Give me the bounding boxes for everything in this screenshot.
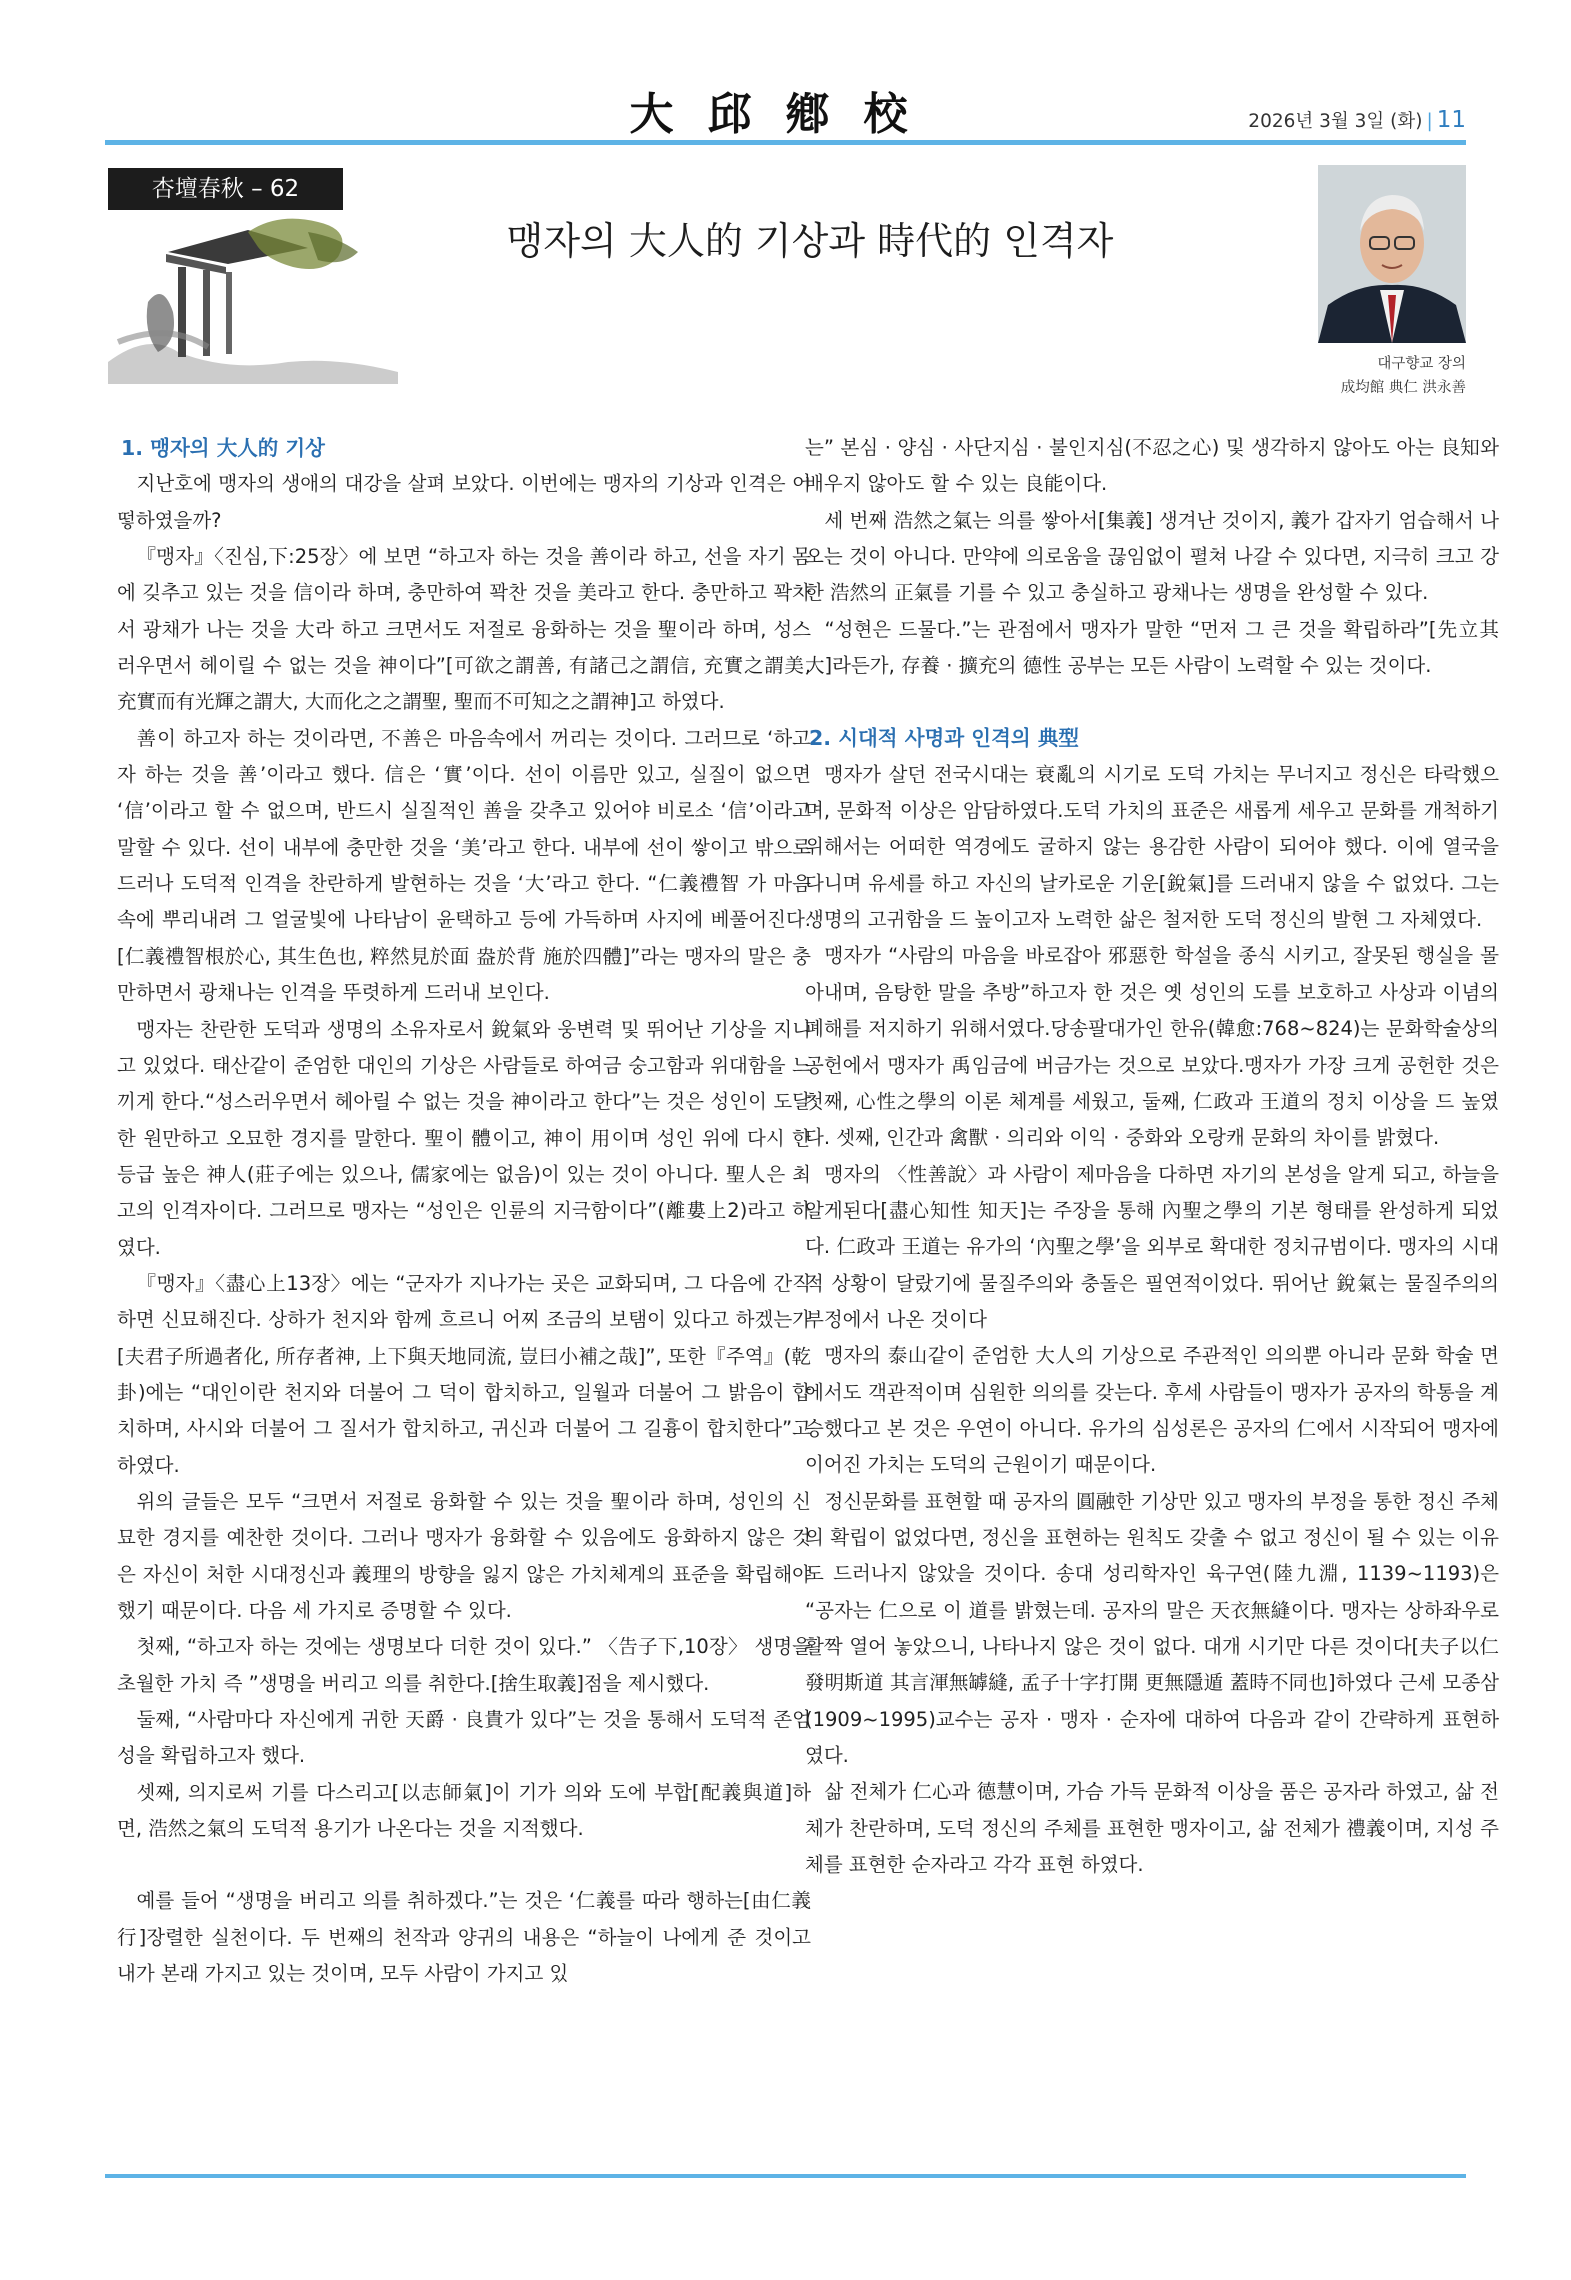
body-paragraph: 맹자의 〈性善說〉과 사람이 제마음을 다하면 자기의 본성을 알게 되고, 하늘을 알게된다[盡心知性 知天]는 주장을 통해 內聖之學의 기본 형태를 완성하게 되었다. 仁政과 王道는 유가의 ‘內聖之學’을 외부로 확대한 정치규범이다. 맹자의 시대적 상황이 달랐기에 물질주의와 충돌은 필연적이었다. 뛰어난 銳氣는 물질주의의 부정에서 나온 것이다 [805, 1162, 1499, 1331]
section-heading-1: 1. 맹자의 大人的 기상 [121, 436, 325, 460]
body-paragraph: “성현은 드물다.”는 관점에서 맹자가 말한 “먼저 그 큰 것을 확립하라”[先立其大]라든가, 存養 · 擴充의 德性 공부는 모든 사람이 노력할 수 있는 것이다. [805, 617, 1499, 678]
bottom-rule [105, 2174, 1466, 2178]
author-credit [1341, 352, 1466, 400]
body-paragraph: 맹자의 泰山같이 준엄한 大人의 기상으로 주관적인 의의뿐 아니라 문화 학술 면에서도 객관적이며 심원한 의의를 갖는다. 후세 사람들이 맹자가 공자의 학통을 계승했다고 본 것은 우연이 아니다. 유가의 심성론은 공자의 仁에서 시작되어 맹자에 이어진 가치는 도덕의 근원이기 때문이다. [805, 1344, 1499, 1477]
body-paragraph: 예를 들어 “생명을 버리고 의를 취하겠다.”는 것은 ‘仁義를 따라 행하는[由仁義行]장렬한 실천이다. 두 번째의 천작과 양귀의 내용은 “하늘이 나에게 준 것이고 내가 본래 가지고 있는 것이며, 모두 사람이 가지고 있 [117, 1889, 811, 1986]
author-affiliation: 대구향교 장의 [1377, 356, 1466, 372]
section-heading-2: 2. 시대적 사명과 인격의 典型 [809, 726, 1079, 751]
body-paragraph: 세 번째 浩然之氣는 의를 쌓아서[集義] 생겨난 것이지, 義가 갑자기 엄습해서 나오는 것이 아니다. 만약에 의로움을 끊임없이 펼쳐 나갈 수 있다면, 지극히 크고 강한 浩然의 正氣를 기를 수 있고 충실하고 광채나는 생명을 완성할 수 있다. [805, 508, 1499, 605]
masthead-title: 大邱鄕校 [629, 89, 942, 140]
right-column [805, 430, 1499, 1883]
top-rule [105, 140, 1466, 145]
body-paragraph: 셋째, 의지로써 기를 다스리고[以志師氣]이 기가 의와 도에 부합[配義與道]하면, 浩然之氣의 도덕적 용기가 나온다는 것을 지적했다. [117, 1780, 811, 1841]
paragraph-gap [805, 684, 1499, 720]
separator-bar: | [1426, 111, 1433, 132]
body-paragraph: 『맹자』〈진심,下:25장〉에 보면 “하고자 하는 것을 善이라 하고, 선을 자기 몸에 깆추고 있는 것을 信이라 하며, 충만하여 꽉찬 것을 美라고 한다. 충만하고 꽉차서 광채가 나는 것을 大라 하고 크면서도 저절로 융화하는 것을 聖이라 하며, 성스러우면서 헤이릴 수 없는 것을 神이다”[可欲之謂善, 有諸己之謂信, 充實之謂美, 充實而有光輝之謂大, 大而化之之謂聖, 聖而不可知之之謂神]고 하였다. [117, 545, 811, 714]
series-badge: 杏壇春秋 – 62 [108, 168, 343, 210]
pavilion-ink-illustration [108, 212, 398, 384]
body-paragraph: 맹자는 찬란한 도덕과 생명의 소유자로서 銳氣와 웅변력 및 뛰어난 기상을 지니고 있었다. 태산같이 준엄한 대인의 기상은 사람들로 하여금 숭고함과 위대함을 느끼게 한다.“성스러우면서 헤아릴 수 없는 것을 神이라고 한다”는 것은 성인이 도달한 원만하고 오묘한 경지를 말한다. 聖이 體이고, 神이 用이며 성인 위에 다시 한 등급 높은 神人(莊子에는 있으나, 儒家에는 없음)이 있는 것이 아니다. 聖人은 최고의 인격자이다. 그러므로 맹자는 “성인은 인륜의 지극함이다”(離婁上2)라고 하였다. [117, 1017, 811, 1259]
body-paragraph: 『맹자』〈盡心上13장〉에는 “군자가 지나가는 곳은 교화되며, 그 다음에 간직하면 신묘해진다. 상하가 천지와 함께 흐르니 어찌 조금의 보탬이 있다고 하겠는가[夫君子所過者化, 所存者神, 上下與天地同流, 豈曰小補之哉]”, 또한『주역』(乾卦)에는 “대인이란 천지와 더불어 그 덕이 합치하고, 일월과 더불어 그 밝음이 합치하며, 사시와 더불어 그 질서가 합치하고, 귀신과 더불어 그 길흉이 합치한다”고 하였다. [117, 1271, 811, 1477]
paragraph-gap [117, 1847, 811, 1883]
body-paragraph: 첫째, “하고자 하는 것에는 생명보다 더한 것이 있다.” 〈告子下,10장〉 생명을 초월한 가치 즉 ”생명을 버리고 의를 취한다.[捨生取義]점을 제시했다. [117, 1635, 811, 1695]
body-paragraph: 는” 본심 · 양심 · 사단지심 · 불인지심(不忍之心) 및 생각하지 않아도 아는 良知와 배우지 않아도 할 수 있는 良能이다. [805, 436, 1499, 496]
body-paragraph: 위의 글들은 모두 “크면서 저절로 융화할 수 있는 것을 聖이라 하며, 성인의 신묘한 경지를 예찬한 것이다. 그러나 맹자가 융화할 수 있음에도 융화하지 않은 것은 자신이 처한 시대정신과 義理의 방향을 잃지 않은 가치체계의 표준을 확립해야 했기 때문이다. 다음 세 가지로 증명할 수 있다. [117, 1489, 811, 1622]
body-paragraph: 삶 전체가 仁心과 德慧이며, 가슴 가득 문화적 이상을 품은 공자라 하였고, 삶 전체가 찬란하며, 도덕 정신의 주체를 표현한 맹자이고, 삶 전체가 禮義이며, 지성 주체를 표현한 순자라고 각각 표현 하였다. [805, 1780, 1499, 1877]
body-paragraph: 지난호에 맹자의 생애의 대강을 살펴 보았다. 이번에는 맹자의 기상과 인격은 어떻하였을까? [117, 472, 811, 532]
article-title: 맹자의 大人的 기상과 時代的 인격자 [506, 219, 1114, 263]
body-paragraph: 맹자가 살던 전국시대는 衰亂의 시기로 도덕 가치는 무너지고 정신은 타락했으며, 문화적 이상은 암담하였다.도덕 가치의 표준은 새롭게 세우고 문화를 개척하기 위해서는 어떠한 역경에도 굴하지 않는 용감한 사람이 되어야 했다. 이에 열국을 다니며 유세를 하고 자신의 날카로운 기운[銳氣]를 드러내지 않을 수 없었다. 그는 생명의 고귀함을 드 높이고자 노력한 삶은 철저한 도덕 정신의 발현 그 자체였다. [805, 762, 1499, 932]
author-name: 成均館 典仁 洪永善 [1340, 380, 1466, 396]
left-column [117, 430, 811, 1992]
body-paragraph: 맹자가 “사람의 마음을 바로잡아 邪惡한 학설을 종식 시키고, 잘못된 행실을 몰아내며, 음탕한 말을 추방”하고자 한 것은 옛 성인의 도를 보호하고 사상과 이념의 폐해를 저지하기 위해서였다.당송팔대가인 한유(韓愈:768~824)는 문화학술상의 공헌에서 맹자가 禹임금에 버금가는 것으로 보았다.맹자가 가장 크게 공헌한 것은 첫째, 心性之學의 이론 체계를 세웠고, 둘째, 仁政과 王道의 정치 이상을 드 높였다. 셋째, 인간과 禽獸 · 의리와 이익 · 중화와 오랑캐 문화의 차이를 밝혔다. [805, 944, 1499, 1150]
body-paragraph: 善이 하고자 하는 것이라면, 不善은 마음속에서 꺼리는 것이다. 그러므로 ‘하고자 하는 것을 善’이라고 했다. 信은 ‘實’이다. 선이 이름만 있고, 실질이 없으면 ‘信’이라고 할 수 없으며, 반드시 실질적인 善을 갖추고 있어야 비로소 ‘信’이라고 말할 수 있다. 선이 내부에 충만한 것을 ‘美’라고 한다. 내부에 선이 쌓이고 밖으로 드러나 도덕적 인격을 찬란하게 발현하는 것을 ‘大’라고 한다. “仁義禮智 가 마음속에 뿌리내려 그 얼굴빛에 나타남이 윤택하고 등에 가득하며 사지에 베풀어진다.[仁義禮智根於心, 其生色也, 粹然見於面 盎於背 施於四體]”라는 맹자의 말은 충만하면서 광채나는 인격을 뚜렷하게 드러내 보인다. [117, 726, 811, 1005]
body-paragraph: 둘째, “사람마다 자신에게 귀한 天爵 · 良貴가 있다”는 것을 통해서 도덕적 존엄성을 확립하고자 했다. [117, 1708, 811, 1768]
page-number: 11 [1436, 107, 1466, 133]
issue-date: 2026년 3월 3일 (화) [1248, 111, 1423, 132]
author-portrait [1318, 165, 1466, 343]
body-paragraph: 정신문화를 표현할 때 공자의 圓融한 기상만 있고 맹자의 부정을 통한 정신 주체의 확립이 없었다면, 정신을 표현하는 원칙도 갖출 수 없고 정신이 될 수 있는 이유도 드러나지 않았을 것이다. 송대 성리학자인 육구연(陸九淵, 1139~1193)은 “공자는 仁으로 이 道를 밝혔는데. 공자의 말은 天衣無縫이다. 맹자는 상하좌우로 활짝 열어 놓았으니, 나타나지 않은 것이 없다. 대개 시기만 다른 것이다[夫子以仁發明斯道 其言渾無罅縫, 孟子十字打開 更無隱遁 蓋時不同也]하였다 근세 모종삼(1909~1995)교수는 공자 · 맹자 · 순자에 대하여 다음과 같이 간략하게 표현하였다. [805, 1489, 1499, 1768]
issue-date-line [1248, 107, 1466, 133]
